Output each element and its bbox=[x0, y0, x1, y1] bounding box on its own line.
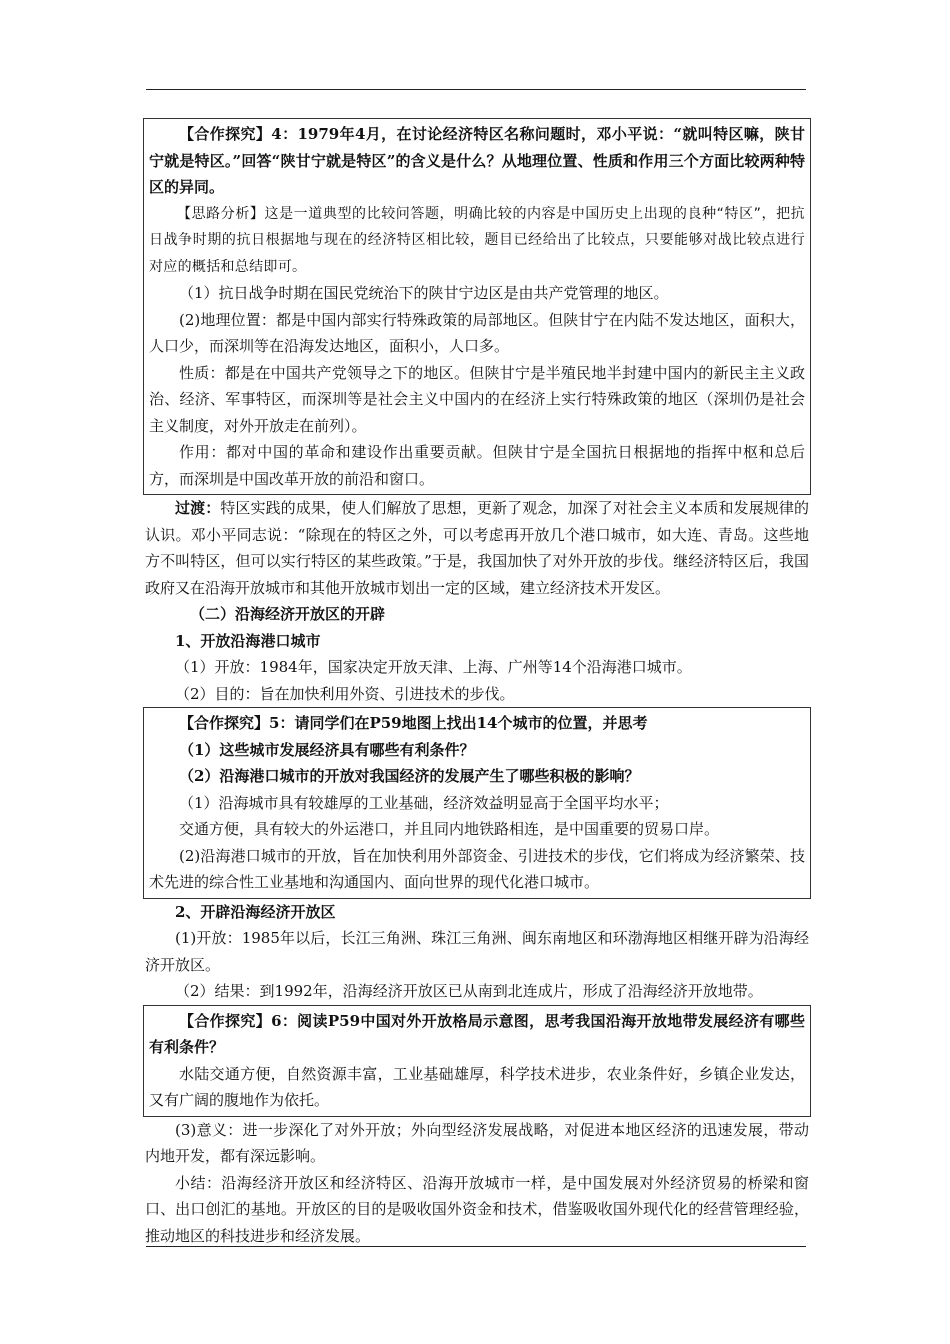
page-content bbox=[143, 118, 811, 1249]
bottom-rule bbox=[146, 1246, 806, 1247]
transition-paragraph: 过渡：特区实践的成果，使人们解放了思想，更新了观念，加深了对社会主义本质和发展规律的认识。邓小平同志说：“除现在的特区之外，可以考虑再开放几个港口城市，如大连、青岛。这些地方不叫特区，但可以实行特区的某些政策。”于是，我国加快了对外开放的步伐。继经济特区后，我国政府又在沿海开放城市和其他开放城市划出一定的区域，建立经济技术开发区。 bbox=[145, 499, 809, 597]
section-2-p1: （1）开放：1984年，国家决定开放天津、上海、广州等14个沿海港口城市。 bbox=[175, 658, 692, 676]
section-2b-block bbox=[143, 899, 811, 1005]
explore-box-5 bbox=[143, 707, 811, 899]
explore-5-answer-3: (2)沿海港口城市的开放，旨在加快利用外部资金、引进技术的步伐，它们将成为经济繁荣、技术先进的综合性工业基地和沟通国内、面向世界的现代化港口城市。 bbox=[149, 846, 805, 891]
explore-box-4 bbox=[143, 118, 811, 495]
closing-p3: (3)意义：进一步深化了对外开放；外向型经济发展战略，对促进本地区经济的迅速发展，带动内地开发，都有深远影响。 bbox=[145, 1120, 809, 1165]
closing-summary: 小结：沿海经济开放区和经济特区、沿海开放城市一样，是中国发展对外经济贸易的桥梁和窗口、出口创汇的基地。开放区的目的是吸收国外资金和技术，借鉴吸收国外现代化的经营管理经验，推动地区的科技进步和经济发展。 bbox=[145, 1173, 809, 1245]
explore-5-answer-2: 交通方便，具有较大的外运港口，并且同内地铁路相连，是中国重要的贸易口岸。 bbox=[179, 820, 720, 838]
explore-6-question: 【合作探究】6：阅读P59中国对外开放格局示意图，思考我国沿海开放地带发展经济有哪些有利条件？ bbox=[149, 1011, 805, 1056]
explore-5-q1: （1）这些城市发展经济具有哪些有利条件？ bbox=[179, 740, 475, 759]
explore-4-question: 【合作探究】4：1979年4月，在讨论经济特区名称问题时，邓小平说：“就叫特区嘛，陕甘宁就是特区。”回答“陕甘宁就是特区”的含义是什么？从地理位置、性质和作用三个方面比较两种特区的异同。 bbox=[149, 125, 805, 196]
section-2b-p1: (1)开放：1985年以后，长江三角洲、珠江三角洲、闽东南地区和环渤海地区相继开辟为沿海经济开放区。 bbox=[145, 929, 809, 974]
section-2b-p2: （2）结果：到1992年，沿海经济开放区已从南到北连成片，形成了沿海经济开放地带。 bbox=[175, 982, 763, 1000]
transition-block bbox=[143, 495, 811, 707]
explore-box-6 bbox=[143, 1005, 811, 1117]
top-rule bbox=[146, 89, 806, 90]
section-2-sub2: 2、开辟沿海经济开放区 bbox=[175, 902, 336, 921]
explore-4-answer-2: (2)地理位置：都是中国内部实行特殊政策的局部地区。但陕甘宁在内陆不发达地区，面积大， 人口少，而深圳等在沿海发达地区，面积小，人口多。 bbox=[149, 310, 805, 355]
explore-4-answer-1: （1）抗日战争时期在国民党统治下的陕甘宁边区是由共产党管理的地区。 bbox=[179, 284, 669, 302]
explore-4-heading: 【合作探究】 bbox=[179, 125, 272, 143]
closing-block bbox=[143, 1117, 811, 1250]
explore-6-heading: 【合作探究】 bbox=[179, 1011, 272, 1030]
explore-4-answer-4: 作用：都对中国的革命和建设作出重要贡献。但陕甘宁是全国抗日根据地的指挥中枢和总后方，而深圳是中国改革开放的前沿和窗口。 bbox=[149, 443, 805, 488]
section-2-sub1: 1、开放沿海港口城市 bbox=[175, 631, 321, 650]
explore-6-answer: 水陆交通方便，自然资源丰富，工业基础雄厚，科学技术进步，农业条件好，乡镇企业发达，又有广阔的腹地作为依托。 bbox=[149, 1064, 805, 1109]
explore-4-answer-3: 性质：都是在中国共产党领导之下的地区。但陕甘宁是半殖民地半封建中国内的新民主主义政治、经济、军事特区，而深圳等是社会主义中国内的在经济上实行特殊政策的地区（深圳仍是社会主义制度，对外开放走在前列）。 bbox=[149, 363, 805, 435]
explore-5-answer-1: （1）沿海城市具有较雄厚的工业基础，经济效益明显高于全国平均水平； bbox=[179, 793, 669, 812]
section-2-title: （二）沿海经济开放区的开辟 bbox=[190, 605, 386, 623]
explore-5-heading: 【合作探究】 bbox=[179, 714, 270, 732]
explore-4-analysis: 【思路分析】这是一道典型的比较问答题，明确比较的内容是中国历史上出现的良种“特区”，把抗日战争时期的抗日根据地与现在的经济特区相比较，题目已经给出了比较点，只要能够对战比较点进行对应的概括和总结即可。 bbox=[149, 205, 805, 275]
transition-label: 过渡： bbox=[175, 499, 221, 517]
explore-5-question: 【合作探究】5：请同学们在P59地图上找出14个城市的位置，并思考 bbox=[179, 714, 648, 732]
section-2-p2: （2）目的：旨在加快利用外资、引进技术的步伐。 bbox=[175, 684, 515, 703]
explore-5-q2: （2）沿海港口城市的开放对我国经济的发展产生了哪些积极的影响？ bbox=[179, 767, 640, 785]
